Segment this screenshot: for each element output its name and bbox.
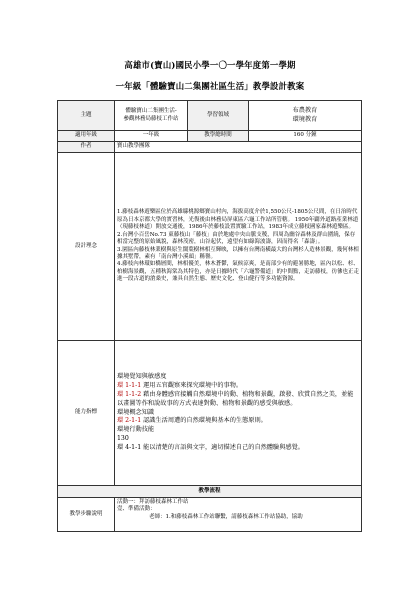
row-flow-heading	[58, 486, 362, 498]
row-grade	[58, 131, 362, 142]
topic-label: 主題	[58, 101, 115, 131]
flow-label: 教學步驟說明	[58, 498, 115, 532]
row-author	[58, 142, 362, 153]
row-flow	[58, 498, 362, 532]
domain-value: 布農教育 環境教育	[249, 101, 362, 131]
grade-label: 適用年級	[58, 131, 115, 142]
author-value: 寶山教學團隊	[115, 142, 362, 153]
indicator-line: 環 1-1-1 運用五官觀察來探究環境中的事物。	[117, 381, 243, 389]
topic-value: 體驗寶山二集團生活- 參觀林務局藤枝工作站	[115, 101, 188, 131]
rationale-content: 1.藤枝森林遊樂區位於高雄縣桃源鄉寶山村內，海拔高度介於1,550公尺-1805公尺間，在日治時代原為日本京都大學的實習林，光復後由林務局屏東區六龜工作站所管轄。 1950年闢外道路產業林道（現藤枝林道）開放交通後，1986年於藤枝設置實驗工作站，1983年成立藤枝國家森林遊樂區。 2.台灣小百岳No.73 東藤枝山「藤枝」由於地處中央山脈支稜，四周為幽谷森林及群山圍繞，保存相當完整的原始風貌，森林茂密，山谷起伏，遠望有如綠海波濤，因而得名「森濤」。 3.園區內藤枝林業樹與原生闊葉樹林相互輝映，以擁有台灣南橫最大的台灣杉人造林景觀，幾何林相據其墅帶，素有「南台灣小溪頭」稱譽。 4.藤枝內林環如橋層間，林相優美，林木蒼鬱，氣候涼爽，是南部少有的避暑勝地，區內以松、杉、柏樹海景觀，五種秋海棠為其特色，亦是日據時代「六龜警備道」的中間點，走訪藤枝，彷彿也正走進一段古道的滄桑史，兼具自然生態、歷史文化、登山健行等多功能資源。	[115, 153, 362, 341]
time-value: 160 分鐘	[249, 131, 362, 142]
row-indicators	[58, 341, 362, 486]
indicators-label: 能力指標	[58, 341, 115, 486]
indicator-line: 環 4-1-1 能以清楚的言語與文字，適切描述自己的自然體驗與感覺。	[117, 444, 304, 452]
rationale-label: 設計理念	[58, 153, 115, 341]
indicator-line: 環 1-1-2 藉由身體感官接觸自然環境中的動、植物和景觀，啟發、欣賞自然之美，並能以畫圖等作和說故事的方式表達對動、植物和景觀的感受與敏感。	[117, 390, 354, 407]
indicator-line: 環 2-1-1 認識生活周遭的自然環境與基本的生態原則。	[117, 417, 267, 425]
row-topic	[58, 101, 362, 131]
row-rationale	[58, 153, 362, 341]
indicator-line: 環境覺知與敏感度	[117, 372, 167, 380]
indicator-line: 130	[117, 435, 129, 443]
plan-title: 一年級「體驗寶山二集團社區生活」教學設計教案	[115, 81, 305, 91]
school-title: 高雄市(寶山)國民小學一〇一學年度第一學期	[124, 60, 296, 70]
time-label: 教學總時間	[188, 131, 249, 142]
indicator-line: 環境行動技能	[117, 426, 155, 434]
author-label: 作者	[58, 142, 115, 153]
flow-heading: 教學流程	[58, 486, 362, 498]
domain-label: 學習領域	[188, 101, 249, 131]
indicator-line: 環境概念知識	[117, 408, 155, 416]
indicators-content	[115, 341, 362, 486]
grade-value: 一年級	[115, 131, 188, 142]
lesson-plan-table	[57, 100, 362, 532]
flow-content: 活動一：拜訪藤枝森林工作站 壹、準備活動： 老師：1.和藤枝森林工作站聯繫，請藤枝森林工作站協助，協助	[115, 498, 362, 532]
